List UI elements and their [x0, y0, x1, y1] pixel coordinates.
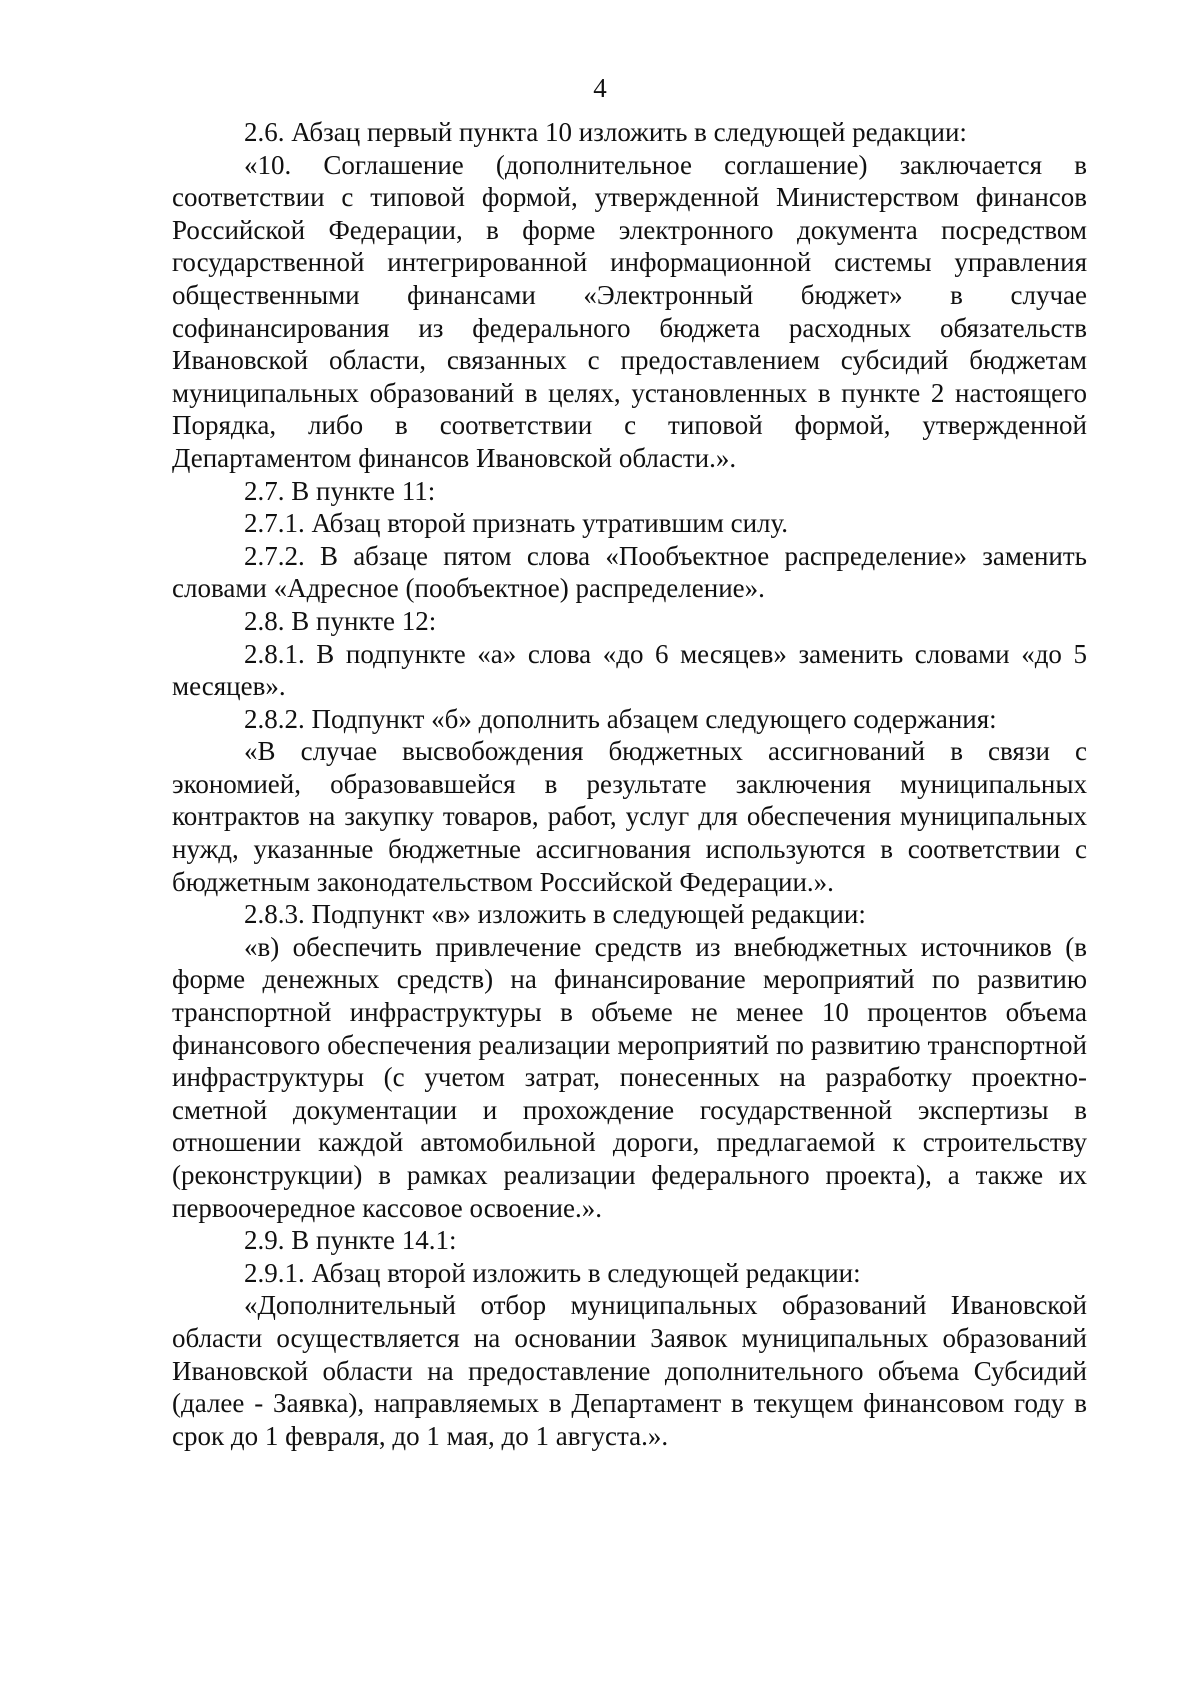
paragraph-2-9-1: 2.9.1. Абзац второй изложить в следующей редакции:	[244, 1257, 861, 1288]
paragraph-2-7: 2.7. В пункте 11:	[244, 475, 436, 506]
paragraph-2-7-1: 2.7.1. Абзац второй признать утратившим силу.	[244, 508, 789, 539]
paragraph-2-8-3: 2.8.3. Подпункт «в» изложить в следующей редакции:	[244, 899, 866, 930]
paragraph-2-8-2: 2.8.2. Подпункт «б» дополнить абзацем следующего содержания:	[244, 703, 997, 734]
document-body	[172, 116, 1087, 1452]
paragraph-2-9: 2.9. В пункте 14.1:	[244, 1225, 457, 1256]
paragraph-2-8-1: 2.8.1. В подпункте «а» слова «до 6 месяцев» заменить словами «до 5 месяцев».	[172, 638, 1087, 702]
paragraph-quote-b: «В случае высвобождения бюджетных ассигнований в связи с экономией, образовавшейся в результате заключения муниципальных контрактов на закупку товаров, работ, услуг для обеспечения муниципальных нужд, указанные бюджетные ассигнования используются в соответствии с бюджетным законодательством Российской Федерации.».	[172, 736, 1087, 897]
paragraph-2-8: 2.8. В пункте 12:	[244, 605, 437, 636]
paragraph-quote-10: «10. Соглашение (дополнительное соглашение) заключается в соответствии с типовой формой, утвержденной Министерством финансов Российской Федерации, в форме электронного документа посредством государственной интегрированной информационной системы управления общественными финансами «Электронный бюджет» в случае софинансирования из федерального бюджета расходных обязательств Ивановской области, связанных с предоставлением субсидий бюджетам муниципальных образований в целях, установленных в пункте 2 настоящего Порядка, либо в соответствии с типовой формой, утвержденной Департаментом финансов Ивановской области.».	[172, 149, 1087, 473]
paragraph-2-7-2: 2.7.2. В абзаце пятом слова «Пообъектное распределение» заменить словами «Адресное (пообъектное) распределение».	[172, 540, 1087, 604]
page-number: 4	[593, 73, 607, 103]
paragraph-quote-otbor: «Дополнительный отбор муниципальных образований Ивановской области осуществляется на основании Заявок муниципальных образований Ивановской области на предоставление дополнительного объема Субсидий (далее - Заявка), направляемых в Департамент в текущем финансовом году в срок до 1 февраля, до 1 мая, до 1 августа.».	[172, 1290, 1087, 1451]
paragraph-quote-v: «в) обеспечить привлечение средств из внебюджетных источников (в форме денежных средств) на финансирование мероприятий по развитию транспортной инфраструктуры в объеме не менее 10 процентов объема финансового обеспечения реализации мероприятий по развитию транспортной инфраструктуры (с учетом затрат, понесенных на разработку проектно-сметной документации и прохождение государственной экспертизы в отношении каждой автомобильной дороги, предлагаемой к строительству (реконструкции) в рамках реализации федерального проекта), а также их первоочередное кассовое освоение.».	[172, 931, 1087, 1223]
paragraph-2-6: 2.6. Абзац первый пункта 10 изложить в следующей редакции:	[244, 117, 967, 147]
